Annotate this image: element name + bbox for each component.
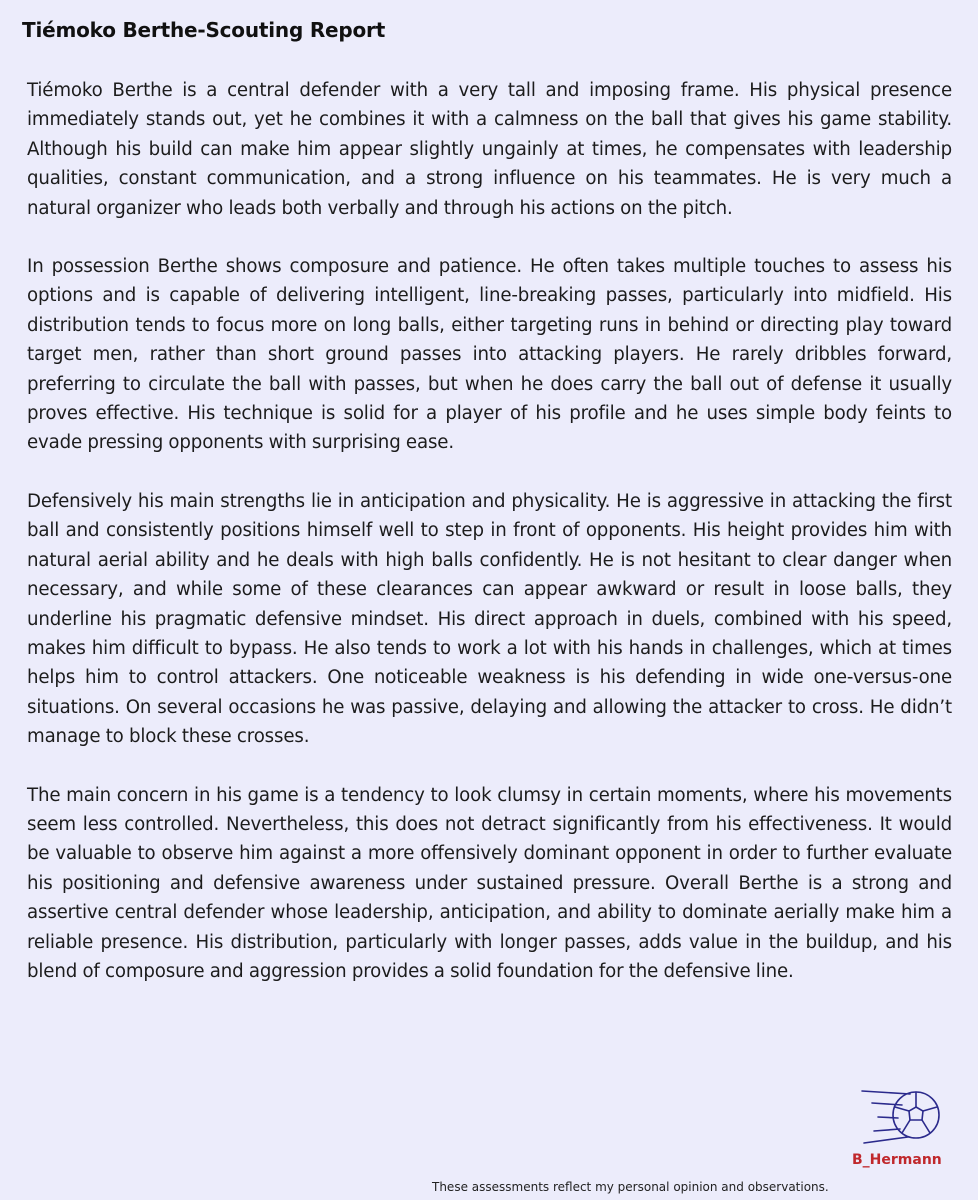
soccer-ball-speed-icon — [858, 1085, 948, 1147]
report-paragraph-2: In possession Berthe shows composure and patience. He often takes multiple touches to assess his options and is capable of delivering intelligent, line-breaking passes, particularly into midfield. His distribution tends to focus more on long balls, either targeting runs in behind or directing play toward target men, rather than short ground passes into attacking players. He rarely dribbles forward, preferring to circulate the ball with passes, but when he does carry the ball out of defense it usually proves effective. His technique is solid for a player of his profile and he uses simple body feints to evade pressing opponents with surprising ease. — [27, 256, 952, 454]
report-body — [27, 76, 952, 1015]
report-paragraph-4: The main concern in his game is a tendency to look clumsy in certain moments, where his movements seem less controlled. Nevertheless, this does not detract significantly from his effectiveness. It would be valuable to observe him against a more offensively dominant opponent in order to further evaluate his positioning and defensive awareness under sustained pressure. Overall Berthe is a strong and assertive central defender whose leadership, anticipation, and ability to dominate aerially make him a reliable presence. His distribution, particularly with longer passes, adds value in the buildup, and his blend of composure and aggression provides a solid foundation for the defensive line. — [27, 784, 952, 982]
report-paragraph-1: Tiémoko Berthe is a central defender with a very tall and imposing frame. His physical presence immediately stands out, yet he combines it with a calmness on the ball that gives his game stability. Although his build can make him appear slightly ungainly at times, he compensates with leadership qualities, constant communication, and a strong influence on his teammates. He is very much a natural organizer who leads both verbally and through his actions on the pitch. — [27, 80, 952, 219]
report-paragraph-3: Defensively his main strengths lie in anticipation and physicality. He is aggressive in attacking the first ball and consistently positions himself well to step in front of opponents. His height provides him with natural aerial ability and he deals with high balls confidently. He is not hesitant to clear danger when necessary, and while some of these clearances can appear awkward or result in loose balls, they underline his pragmatic defensive mindset. His direct approach in duels, combined with his speed, makes him difficult to bypass. He also tends to work a lot with his hands in challenges, which at times helps him to control attackers. One noticeable weakness is his defending in wide one-versus-one situations. On several occasions he was passive, delaying and allowing the attacker to cross. He didn’t manage to block these crosses. — [27, 490, 952, 748]
disclaimer: These assessments reflect my personal opinion and observations. — [432, 1180, 829, 1194]
brand-name: B_Hermann — [852, 1152, 942, 1168]
report-title: Tiémoko Berthe-Scouting Report — [22, 18, 386, 42]
